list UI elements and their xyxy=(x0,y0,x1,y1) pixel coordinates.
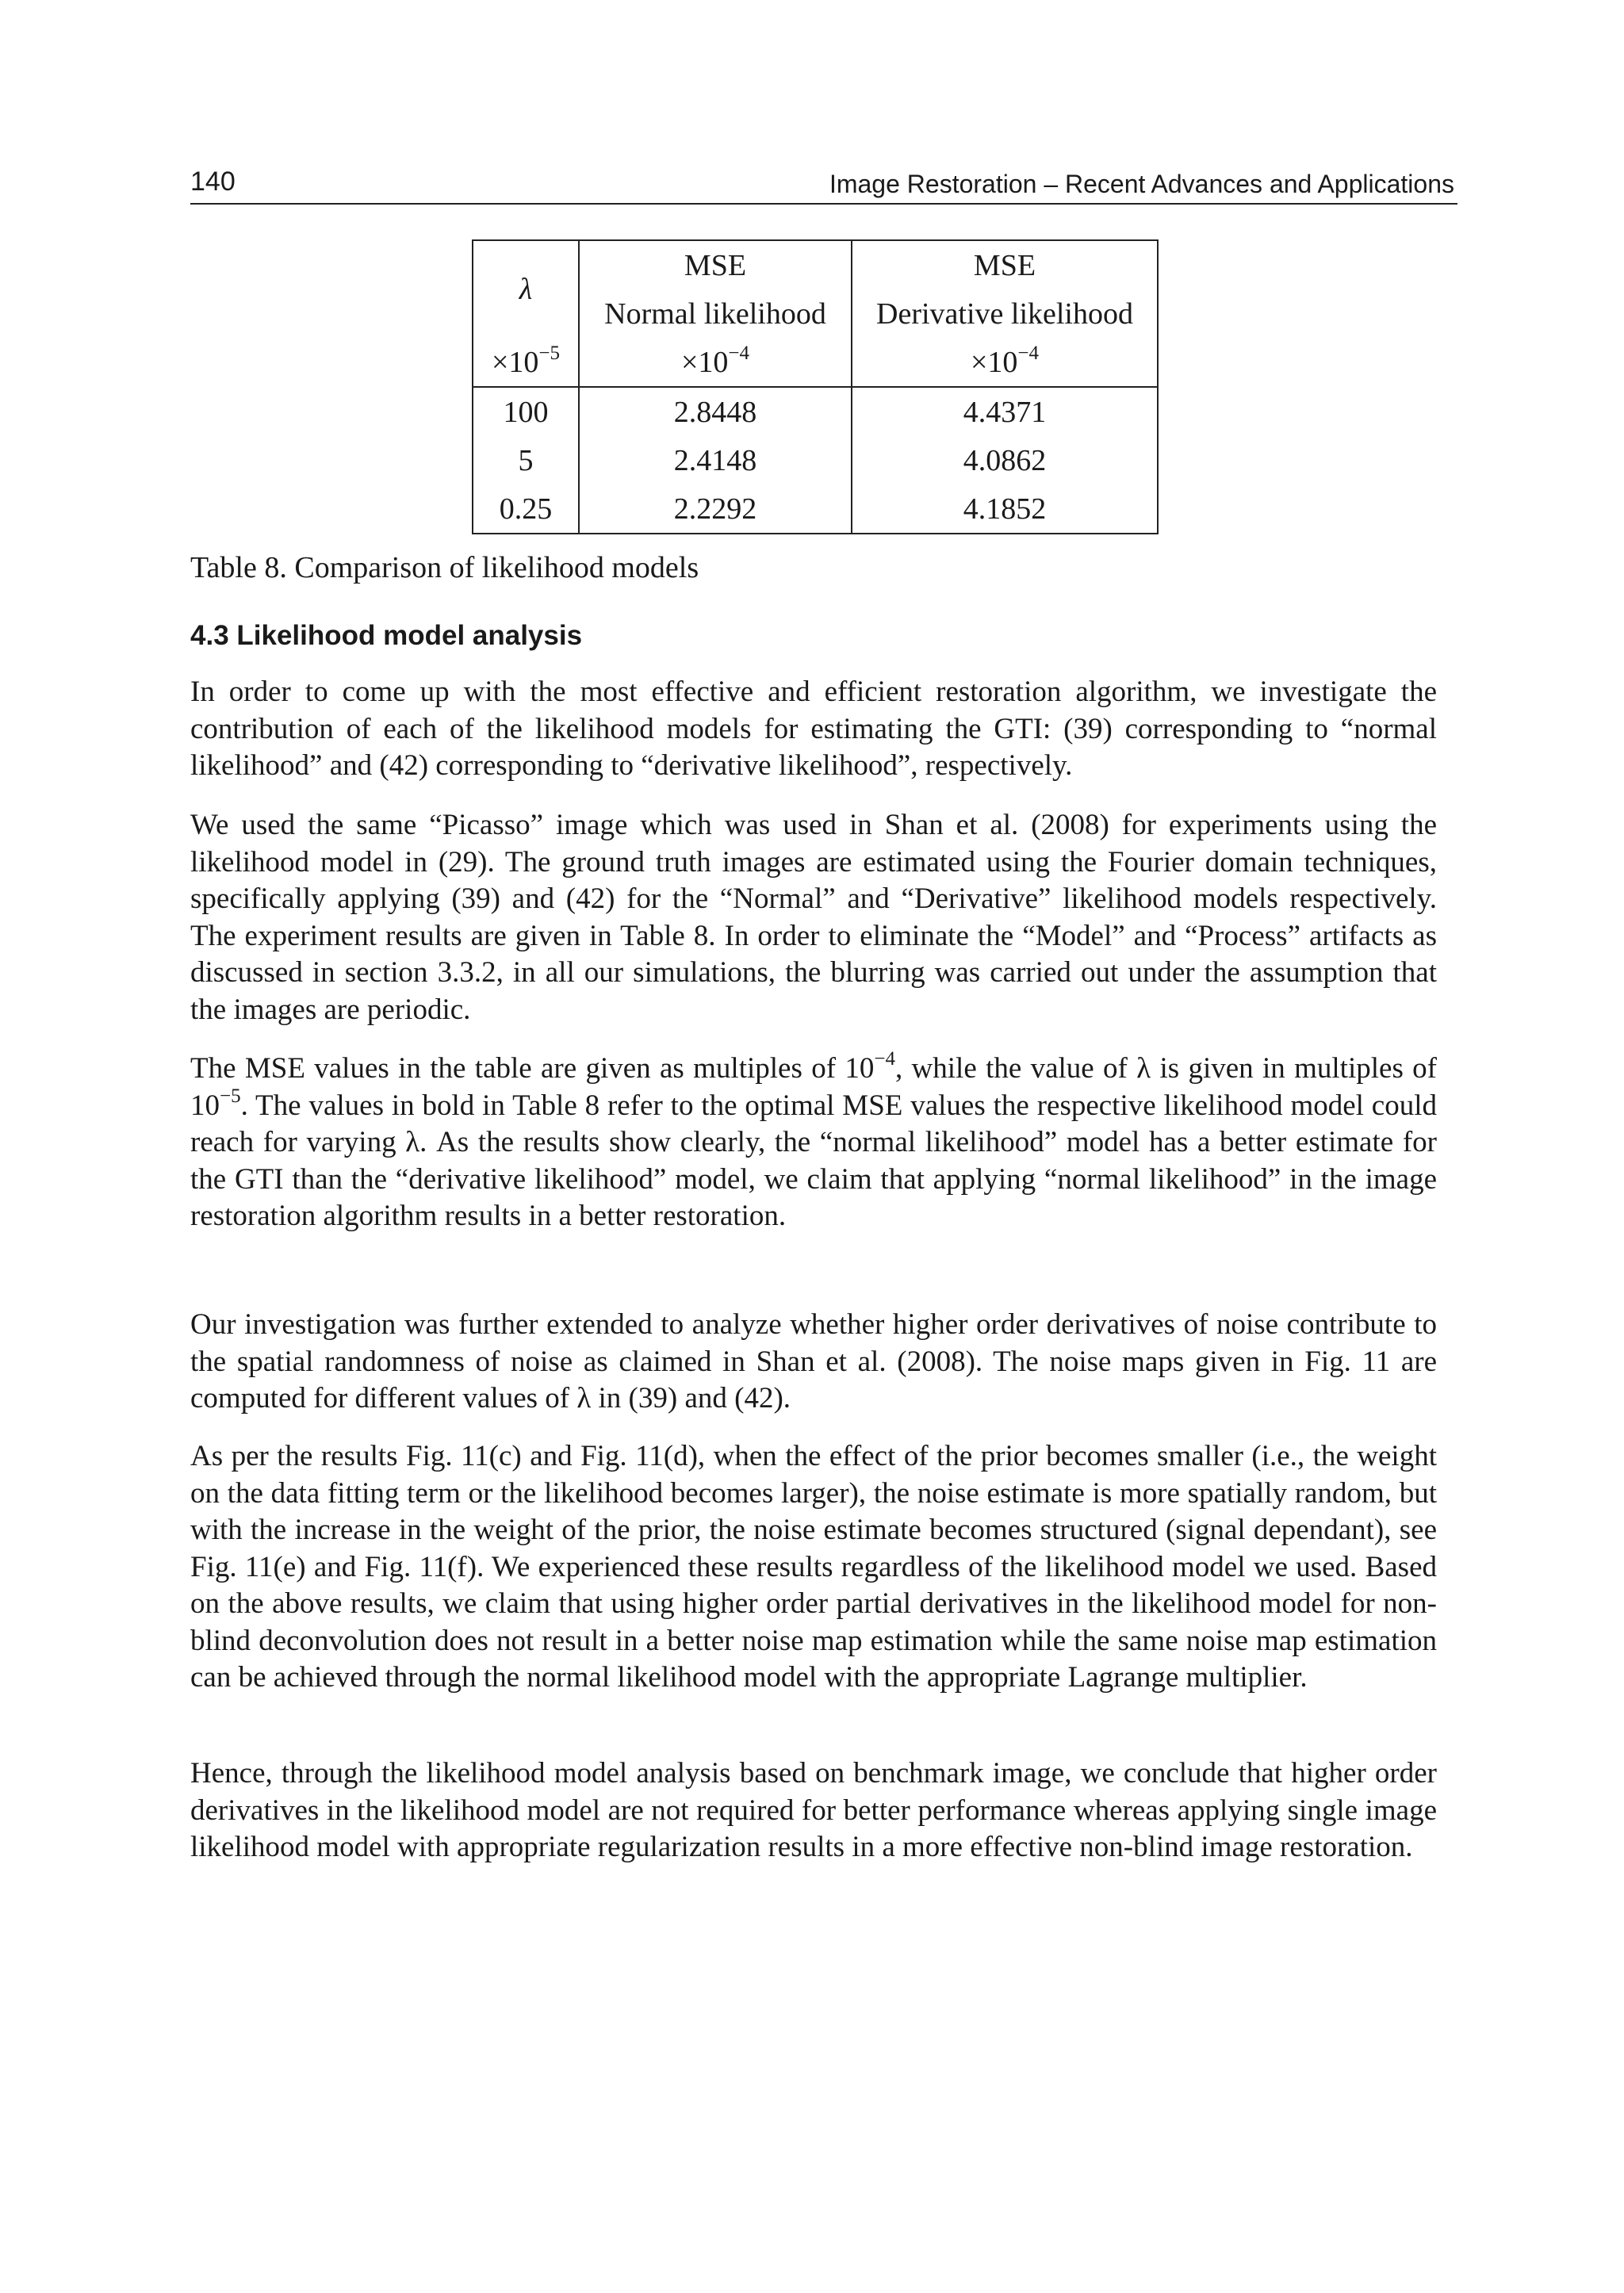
table-caption: Table 8. Comparison of likelihood models xyxy=(190,551,699,584)
derivative-mse-cell: 4.4371 xyxy=(852,387,1158,436)
page-header xyxy=(190,163,1457,205)
derivative-mse-cell: 4.1852 xyxy=(852,484,1158,534)
lambda-cell: 5 xyxy=(473,436,579,484)
table-row xyxy=(473,484,1158,534)
paragraph: As per the results Fig. 11(c) and Fig. 11(d), when the effect of the prior becomes smaller (i.e., the weight on the data fitting term or the likelihood becomes larger), the noise estimate is more spatially random, but with the increase in the weight of the prior, the noise estimate becomes structured (signal dependant), see Fig. 11(e) and Fig. 11(f). We experienced these results regardless of the likelihood model we used. Based on the above results, we claim that using higher order partial derivatives in the likelihood model for non-blind deconvolution does not result in a better noise map estimation while the same noise map estimation can be achieved through the normal likelihood model with the appropriate Lagrange multiplier. xyxy=(190,1440,1437,1694)
table-row xyxy=(473,387,1158,436)
derivative-mse-cell: 4.0862 xyxy=(852,436,1158,484)
running-title: Image Restoration – Recent Advances and Applications xyxy=(829,170,1454,198)
derivative-header-line1: MSE xyxy=(852,240,1158,289)
lambda-header: λ xyxy=(473,240,579,338)
normal-mse-cell: 2.8448 xyxy=(579,387,852,436)
section-heading: 4.3 Likelihood model analysis xyxy=(190,620,583,651)
table-header-row xyxy=(473,338,1158,387)
normal-mse-cell: 2.4148 xyxy=(579,436,852,484)
normal-header-line1: MSE xyxy=(579,240,852,289)
lambda-scale: $\times 10^{-5}$ xyxy=(473,338,579,387)
paragraph: Our investigation was further extended to analyze whether higher order derivatives of noise contribute to the spatial randomness of noise as claimed in Shan et al. (2008). The noise maps given in Fig. 11 are computed for different values of λ in (39) and (42). xyxy=(190,1308,1437,1414)
lambda-cell: 0.25 xyxy=(473,484,579,534)
table-row xyxy=(473,436,1158,484)
lambda-cell: 100 xyxy=(473,387,579,436)
normal-mse-cell: 2.2292 xyxy=(579,484,852,534)
paragraph: The MSE values in the table are given as multiples of $10^{-4}$, while the value of λ is given in multiples of $10^{-5}$. The values in bold in Table 8 refer to the optimal MSE values the respective likelihood model could reach for varying λ. As the results show clearly, the “normal likelihood” model has a better estimate for the GTI than the “derivative likelihood” model, we claim that applying “normal likelihood” in the image restoration algorithm results in a better restoration. xyxy=(190,1048,1437,1232)
table-header-row xyxy=(473,240,1158,289)
paragraph: In order to come up with the most effective and efficient restoration algorithm, we investigate the contribution of each of the likelihood models for estimating the GTI: (39) corresponding to “normal likelihood” and (42) corresponding to “derivative likelihood”, respectively. xyxy=(190,676,1437,782)
paragraph: Hence, through the likelihood model analysis based on benchmark image, we conclude that higher order derivatives in the likelihood model are not required for better performance whereas applying single image likelihood model with appropriate regularization results in a more effective non-blind image restoration. xyxy=(190,1757,1437,1863)
derivative-header-line2: Derivative likelihood xyxy=(852,289,1158,338)
derivative-scale: $\times 10^{-4}$ xyxy=(852,338,1158,387)
page-number: 140 xyxy=(190,167,236,197)
normal-scale: $\times 10^{-4}$ xyxy=(579,338,852,387)
likelihood-comparison-table xyxy=(472,239,1159,534)
normal-header-line2: Normal likelihood xyxy=(579,289,852,338)
paragraph: We used the same “Picasso” image which was used in Shan et al. (2008) for experiments using the likelihood model in (29). The ground truth images are estimated using the Fourier domain techniques, specifically applying (39) and (42) for the “Normal” and “Derivative” likelihood models respectively. The experiment results are given in Table 8. In order to eliminate the “Model” and “Process” artifacts as discussed in section 3.3.2, in all our simulations, the blurring was carried out under the assumption that the images are periodic. xyxy=(190,809,1437,1026)
